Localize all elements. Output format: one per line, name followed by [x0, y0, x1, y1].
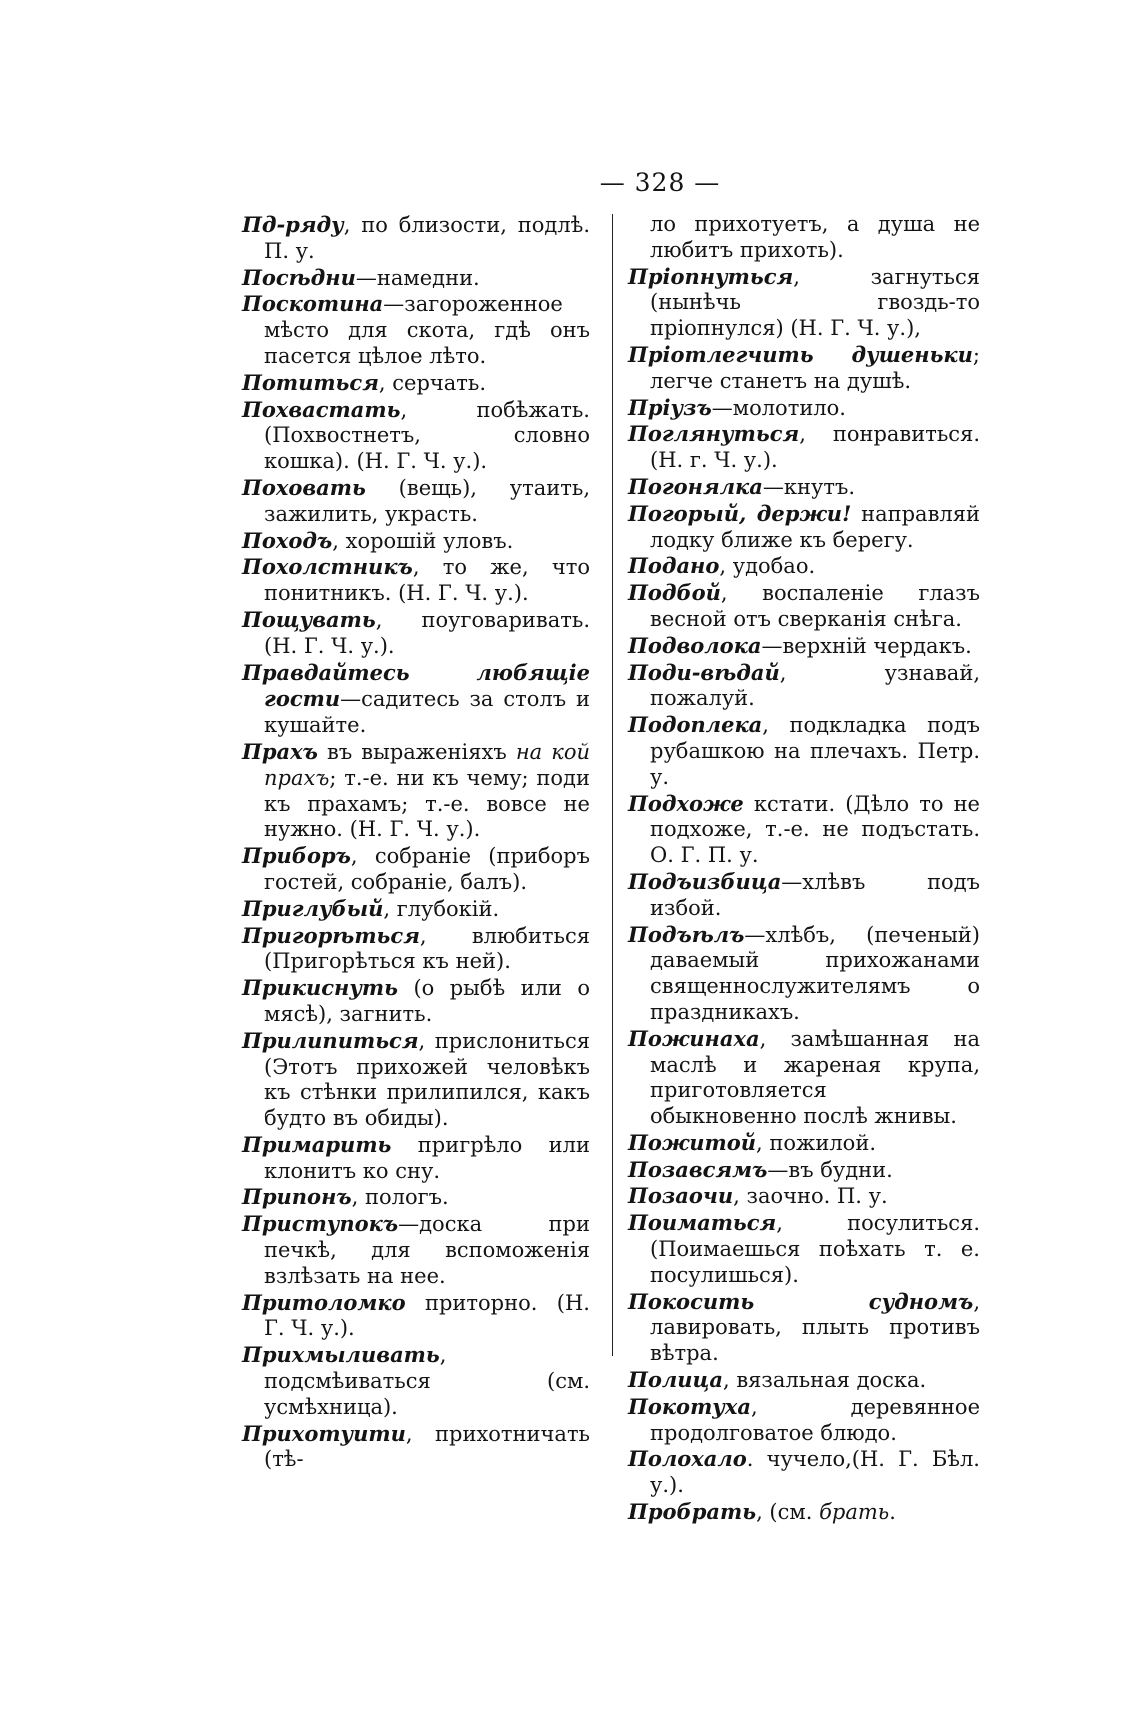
dictionary-entry: [628, 633, 980, 660]
headword: Подъѣлъ: [628, 921, 745, 947]
dictionary-entry: [242, 739, 590, 843]
dictionary-entry: [628, 1026, 980, 1130]
dictionary-entry: [628, 212, 980, 264]
left-column: [242, 212, 590, 1473]
dictionary-entry: [628, 580, 980, 633]
headword: Притоломко: [242, 1289, 406, 1315]
dictionary-entry: [242, 1184, 590, 1211]
dictionary-entry: [628, 395, 980, 422]
dictionary-entry: [242, 554, 590, 607]
definition: —хлѣбъ, (печеный) даваемый прихожанами священнослужителямъ о праздникахъ.: [650, 922, 980, 1024]
dictionary-entry: [628, 1130, 980, 1157]
headword: Поглянуться: [628, 421, 800, 447]
definition: —намедни.: [355, 265, 480, 290]
headword: Погорый, держи!: [628, 500, 852, 526]
definition: , лавировать, плыть противъ вѣтра.: [650, 1289, 980, 1366]
definition: , (см.: [756, 1500, 820, 1525]
definition-tail: .: [889, 1500, 896, 1525]
headword: Подбой: [628, 580, 721, 606]
dictionary-entry: [242, 1028, 590, 1132]
definition: , деревянное продолговатое блюдо.: [650, 1394, 980, 1445]
headword: Погонялка: [628, 473, 763, 499]
headword: Подхоже: [628, 790, 744, 816]
dictionary-entry: [242, 923, 590, 976]
headword: Посѣдни: [242, 264, 356, 290]
dictionary-entry: [628, 553, 980, 580]
headword: Пріузъ: [628, 394, 712, 420]
definition: . чучело,(Н. Г. Бѣл. у.).: [650, 1447, 980, 1498]
definition: , подкладка подъ рубашкою на плечахъ. Петр. у.: [650, 713, 980, 789]
definition: (о рыбѣ или о мясѣ), загнить.: [264, 976, 590, 1026]
headword: Полохало: [628, 1446, 747, 1472]
dictionary-entry: [628, 474, 980, 501]
dictionary-entry: [628, 1394, 980, 1447]
definition: , пологъ.: [351, 1185, 449, 1210]
headword: Покосить судномъ: [628, 1288, 974, 1314]
definition: (вещь), утаить, зажилить, украсть.: [264, 475, 590, 526]
headword: Приступокъ: [242, 1211, 399, 1237]
dictionary-entry: [628, 1157, 980, 1184]
dictionary-entry: [628, 1367, 980, 1394]
definition: , заочно. П. у.: [733, 1184, 888, 1209]
dictionary-entry: [628, 1183, 980, 1210]
headword: Прихотуити: [242, 1420, 406, 1446]
dictionary-entry: [242, 397, 590, 475]
headword: Пожитой: [628, 1129, 757, 1155]
dictionary-entry: [242, 475, 590, 528]
dictionary-entry: [242, 265, 590, 292]
definition: —молотило.: [711, 395, 846, 420]
definition: , пожилой.: [756, 1130, 876, 1155]
definition: ло прихотуетъ, а душа не любитъ прихоть).: [650, 212, 980, 262]
dictionary-entry: [242, 1211, 590, 1289]
dictionary-entry: [628, 660, 980, 713]
headword: Пріопнуться: [628, 263, 794, 289]
dictionary-entry: [242, 843, 590, 896]
headword: Полица: [628, 1367, 723, 1393]
headword: Подано: [628, 553, 720, 579]
headword: Пожинаха: [628, 1025, 760, 1051]
dictionary-entry: [242, 528, 590, 555]
dictionary-entry: [628, 712, 980, 790]
headword: Прахъ: [242, 738, 318, 764]
headword: Приборъ: [242, 843, 351, 869]
headword: Прилипиться: [242, 1027, 419, 1053]
right-column: [628, 212, 980, 1526]
headword: Пд-ряду: [242, 212, 344, 237]
headword: Пробрать: [628, 1499, 757, 1525]
definition: , глубокій.: [383, 896, 500, 921]
headword: Подоплека: [628, 712, 763, 738]
definition: —загороженное мѣсто для скота, гдѣ онъ пасется цѣлое лѣто.: [264, 292, 590, 368]
page-number-text: — 328 —: [599, 168, 721, 197]
column-divider: [612, 214, 613, 1356]
page-number: [0, 168, 1140, 197]
dictionary-entry: [628, 1289, 980, 1367]
definition: , узнавай, пожалуй.: [650, 660, 980, 711]
headword: Походъ: [242, 527, 333, 553]
headword: Поиматься: [628, 1210, 777, 1236]
dictionary-entry: [242, 1342, 590, 1420]
dictionary-entry: [242, 660, 590, 739]
headword: Пощувать: [242, 606, 376, 632]
dictionary-entry: [628, 1446, 980, 1499]
headword: Позаочи: [628, 1183, 734, 1209]
headword: Припонъ: [242, 1184, 352, 1210]
dictionary-entry: [242, 291, 590, 369]
dictionary-entry: [242, 212, 590, 265]
definition: —садитесь за столъ и кушайте.: [264, 687, 590, 738]
example-phrase: на кой прахъ: [264, 739, 590, 790]
headword: Покотуха: [628, 1393, 751, 1419]
definition: —кнутъ.: [762, 474, 856, 499]
definition: , подсмѣиваться (см. усмѣхница).: [264, 1343, 590, 1419]
dictionary-entry: [242, 1421, 590, 1474]
dictionary-entry: [628, 342, 980, 395]
definition: , по близости, подлѣ. П. у.: [264, 213, 590, 263]
headword: Прикиснуть: [242, 975, 399, 1001]
dictionary-entry: [242, 1290, 590, 1343]
definition-tail: ; т.-е. ни къ чему; поди къ прахамъ; т.-е. вовсе не нужно. (Н. Г. Ч. у.).: [264, 765, 590, 842]
definition: —верхній чердакъ.: [761, 633, 972, 658]
dictionary-entry: [242, 896, 590, 923]
dictionary-entry: [628, 501, 980, 554]
dictionary-entry: [242, 1132, 590, 1185]
headword: Подъизбица: [628, 868, 782, 894]
headword: Приглубый: [242, 895, 384, 921]
definition: , посулиться. (Поимаешься поѣхать т. е. посулишься).: [650, 1211, 980, 1287]
headword: Пріотлегчить душеньки: [628, 341, 973, 367]
definition: , собраніе (приборъ гостей, собраніе, балъ).: [264, 844, 590, 894]
definition: —доска при печкѣ, для вспоможенія взлѣзать на нее.: [264, 1212, 590, 1288]
definition: , прихотничать (тѣ-: [264, 1421, 590, 1472]
dictionary-entry: [242, 975, 590, 1028]
dictionary-entry: [628, 922, 980, 1026]
definition: , воспаленіе глазъ весной отъ сверканія снѣга.: [650, 581, 980, 631]
dictionary-entry: [628, 264, 980, 342]
definition: въ выраженіяхъ: [317, 739, 516, 764]
definition: пригрѣло или клонитъ ко сну.: [264, 1132, 590, 1183]
headword: Позавсямъ: [628, 1156, 768, 1182]
headword: Примарить: [242, 1131, 392, 1157]
definition: —въ будни.: [767, 1157, 893, 1182]
definition: направляй лодку ближе къ берегу.: [650, 501, 980, 552]
headword: Поховать: [242, 474, 366, 500]
definition: , удобао.: [719, 554, 816, 579]
definition: ; легче станетъ на душѣ.: [650, 342, 980, 393]
definition: , то же, что понитникъ. (Н. Г. Ч. у.).: [264, 555, 590, 606]
headword: Похолстникъ: [242, 554, 413, 580]
definition: , хорошій уловъ.: [332, 528, 514, 553]
headword: Похвастать: [242, 396, 401, 422]
dictionary-entry: [628, 421, 980, 474]
headword: Правдайтесь любящіе гости: [242, 659, 590, 712]
dictionary-entry: [628, 1499, 980, 1526]
headword: Поди-вѣдай: [628, 659, 780, 685]
definition: приторно. (Н. Г. Ч. у.).: [264, 1290, 590, 1341]
definition: , понравиться. (Н. г. Ч. у.).: [650, 422, 980, 473]
dictionary-entry: [628, 791, 980, 869]
dictionary-entry: [242, 607, 590, 660]
definition: , влюбиться (Пригорѣться къ ней).: [264, 923, 590, 974]
headword: Прихмыливать: [242, 1342, 440, 1368]
definition: кстати. (Дѣло то не подхоже, т.-е. не подъстать. О. Г. П. у.: [650, 791, 980, 868]
definition: , серчать.: [378, 370, 487, 395]
definition: , замѣшанная на маслѣ и жареная крупа, приготовляется обыкновенно послѣ жнивы.: [650, 1026, 980, 1129]
definition: , поуговаривать. (Н. Г. Ч. у.).: [264, 607, 590, 658]
definition: —хлѣвъ подъ избой.: [650, 869, 980, 920]
headword: Подволока: [628, 632, 762, 658]
definition: , прислониться (Этотъ прихожей человѣкъ къ стѣнки прилипился, какъ будто въ обиды).: [264, 1028, 590, 1131]
headword: Пригорѣться: [242, 922, 420, 948]
definition: , загнуться (нынѣчь гвоздь-то пріопнулся) (Н. Г. Ч. у.),: [650, 264, 980, 341]
dictionary-entry: [628, 1210, 980, 1288]
example-phrase: брать: [819, 1500, 890, 1525]
headword: Поскотина: [242, 291, 384, 317]
headword: Потиться: [242, 369, 379, 395]
dictionary-entry: [628, 869, 980, 922]
dictionary-entry: [242, 370, 590, 397]
definition: , вязальная доска.: [722, 1368, 927, 1393]
definition: , побѣжать. (Похвостнетъ, словно кошка). (Н. Г. Ч. у.).: [264, 397, 590, 474]
